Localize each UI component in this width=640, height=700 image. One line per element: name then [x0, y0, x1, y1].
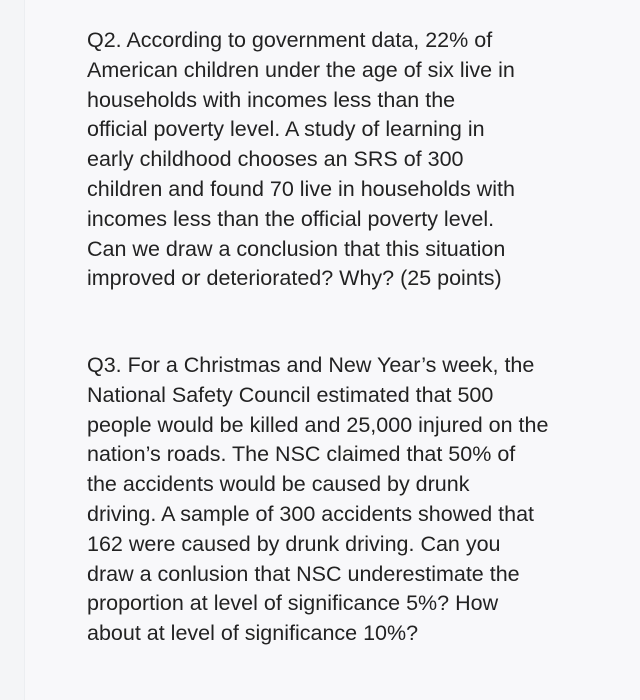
question-q2: Q2. According to government data, 22% of American children under the age of six live in households with incomes less than the official poverty level. A study of learning in early childhood chooses an SRS of 300 children and found 70 live in households with incomes less than the official poverty level. Can we draw a conclusion that this situation improved or deteriorated? Why? (25 points) [87, 28, 515, 291]
question-q3: Q3. For a Christmas and New Year’s week, the National Safety Council estimated that 500 people would be killed and 25,000 injured on the nation’s roads. The NSC claimed that 50% of the accidents would be caused by drunk driving. A sample of 300 accidents showed that 162 were caused by drunk driving. Can you draw a conlusion that NSC underestimate the proportion at level of significance 5%? How about at level of significance 10%? [87, 353, 549, 646]
left-margin [0, 0, 24, 700]
